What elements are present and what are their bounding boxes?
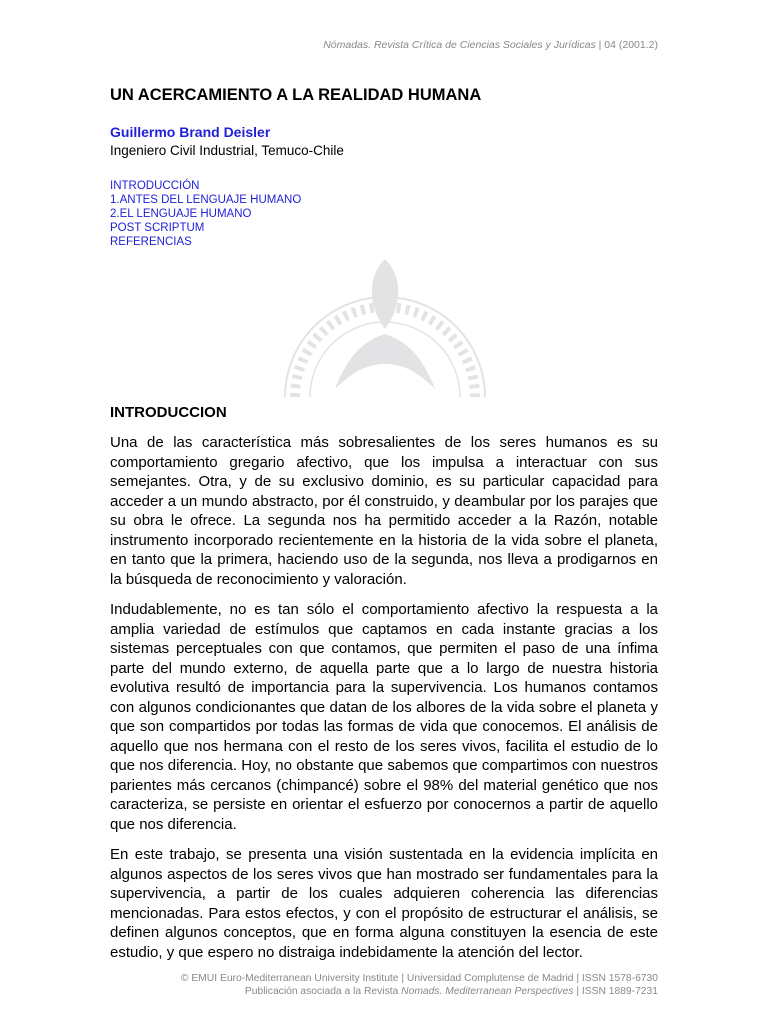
toc-link-referencias[interactable]: REFERENCIAS — [110, 236, 192, 248]
footer-text: Publicación asociada a la Revista — [244, 985, 402, 997]
author-affiliation: Ingeniero Civil Industrial, Temuco-Chile — [110, 143, 344, 158]
author-name: Guillermo Brand Deisler — [110, 124, 271, 140]
page-footer — [110, 973, 658, 998]
running-header — [110, 39, 658, 52]
paragraph: Una de las característica más sobresalientes de los seres humanos es su comportamiento gregario afectivo, que los impulsa a interactuar con sus semejantes. Otra, y de su exclusivo dominio, es su particular capacidad para acceder a un mundo abstracto, por él construido, y deambular por los parajes que su obra le ofrece. La segunda nos ha permitido acceder a la Razón, notable instrumento incorporado recientemente en la historia de la vida sobre el planeta, en tanto que la primera, haciendo uso de la segunda, nos lleva a prodigarnos en la búsqueda de reconocimiento y valoración. — [110, 434, 658, 588]
journal-name: Nómadas. Revista Crítica de Ciencias Sociales y Jurídicas — [323, 39, 596, 51]
toc-link-antes-del-lenguaje[interactable]: 1.ANTES DEL LENGUAJE HUMANO — [110, 194, 302, 206]
table-of-contents — [110, 179, 658, 249]
toc-link-post-scriptum[interactable]: POST SCRIPTUM — [110, 222, 205, 234]
university-seal-watermark — [255, 249, 515, 399]
footer-journal: Nomads. Mediterranean Perspectives — [401, 985, 574, 997]
paragraph: Indudablemente, no es tan sólo el comportamiento afectivo la respuesta a la amplia variedad de estímulos que captamos en cada instante gracias a los sistemas perceptuales con que contamos, que permiten el paso de una ínfima parte del mundo externo, de aquella parte que a lo largo de nuestra historia evolutiva resultó de importancia para la supervivencia. Los humanos contamos con algunos condicionantes que datan de los albores de la vida sobre el planeta y que son compartidos por todas las formas de vida que conocemos. El análisis de aquello que nos hermana con el resto de los seres vivos, facilita el estudio de lo que nos diferencia. Hoy, no obstante que sabemos que compartimos con nuestros parientes más cercanos (chimpancé) sobre el 98% del material genético que nos caracteriza, se persiste en orientar el esfuerzo por conocernos a partir de aquello que nos diferencia. — [110, 601, 658, 833]
section-heading: INTRODUCCION — [110, 404, 227, 421]
article-title: UN ACERCAMIENTO A LA REALIDAD HUMANA — [110, 86, 482, 104]
toc-link-introduccion[interactable]: INTRODUCCIÓN — [110, 180, 200, 192]
toc-link-el-lenguaje[interactable]: 2.EL LENGUAJE HUMANO — [110, 208, 252, 220]
footer-issn: | ISSN 1889-7231 — [573, 985, 658, 997]
paragraph: En este trabajo, se presenta una visión sustentada en la evidencia implícita en algunos aspectos de los seres vivos que han mostrado ser fundamentales para la supervivencia, a partir de los cuales adquieren coherencia las diferencias mencionadas. Para estos efectos, y con el propósito de estructurar el análisis, se definen algunos conceptos, que en forma alguna constituyen la esencia de este estudio, y que espero no distraiga indebidamente la atención del lector. — [110, 846, 658, 961]
issue-number: | 04 (2001.2) — [595, 39, 658, 51]
footer-line-2 — [110, 986, 658, 999]
article-body — [110, 433, 658, 962]
footer-line-1: © EMUI Euro-Mediterranean University Institute | Universidad Complutense de Madrid | ISSN 1578-6730 — [180, 973, 658, 984]
watermark-area — [110, 249, 658, 399]
